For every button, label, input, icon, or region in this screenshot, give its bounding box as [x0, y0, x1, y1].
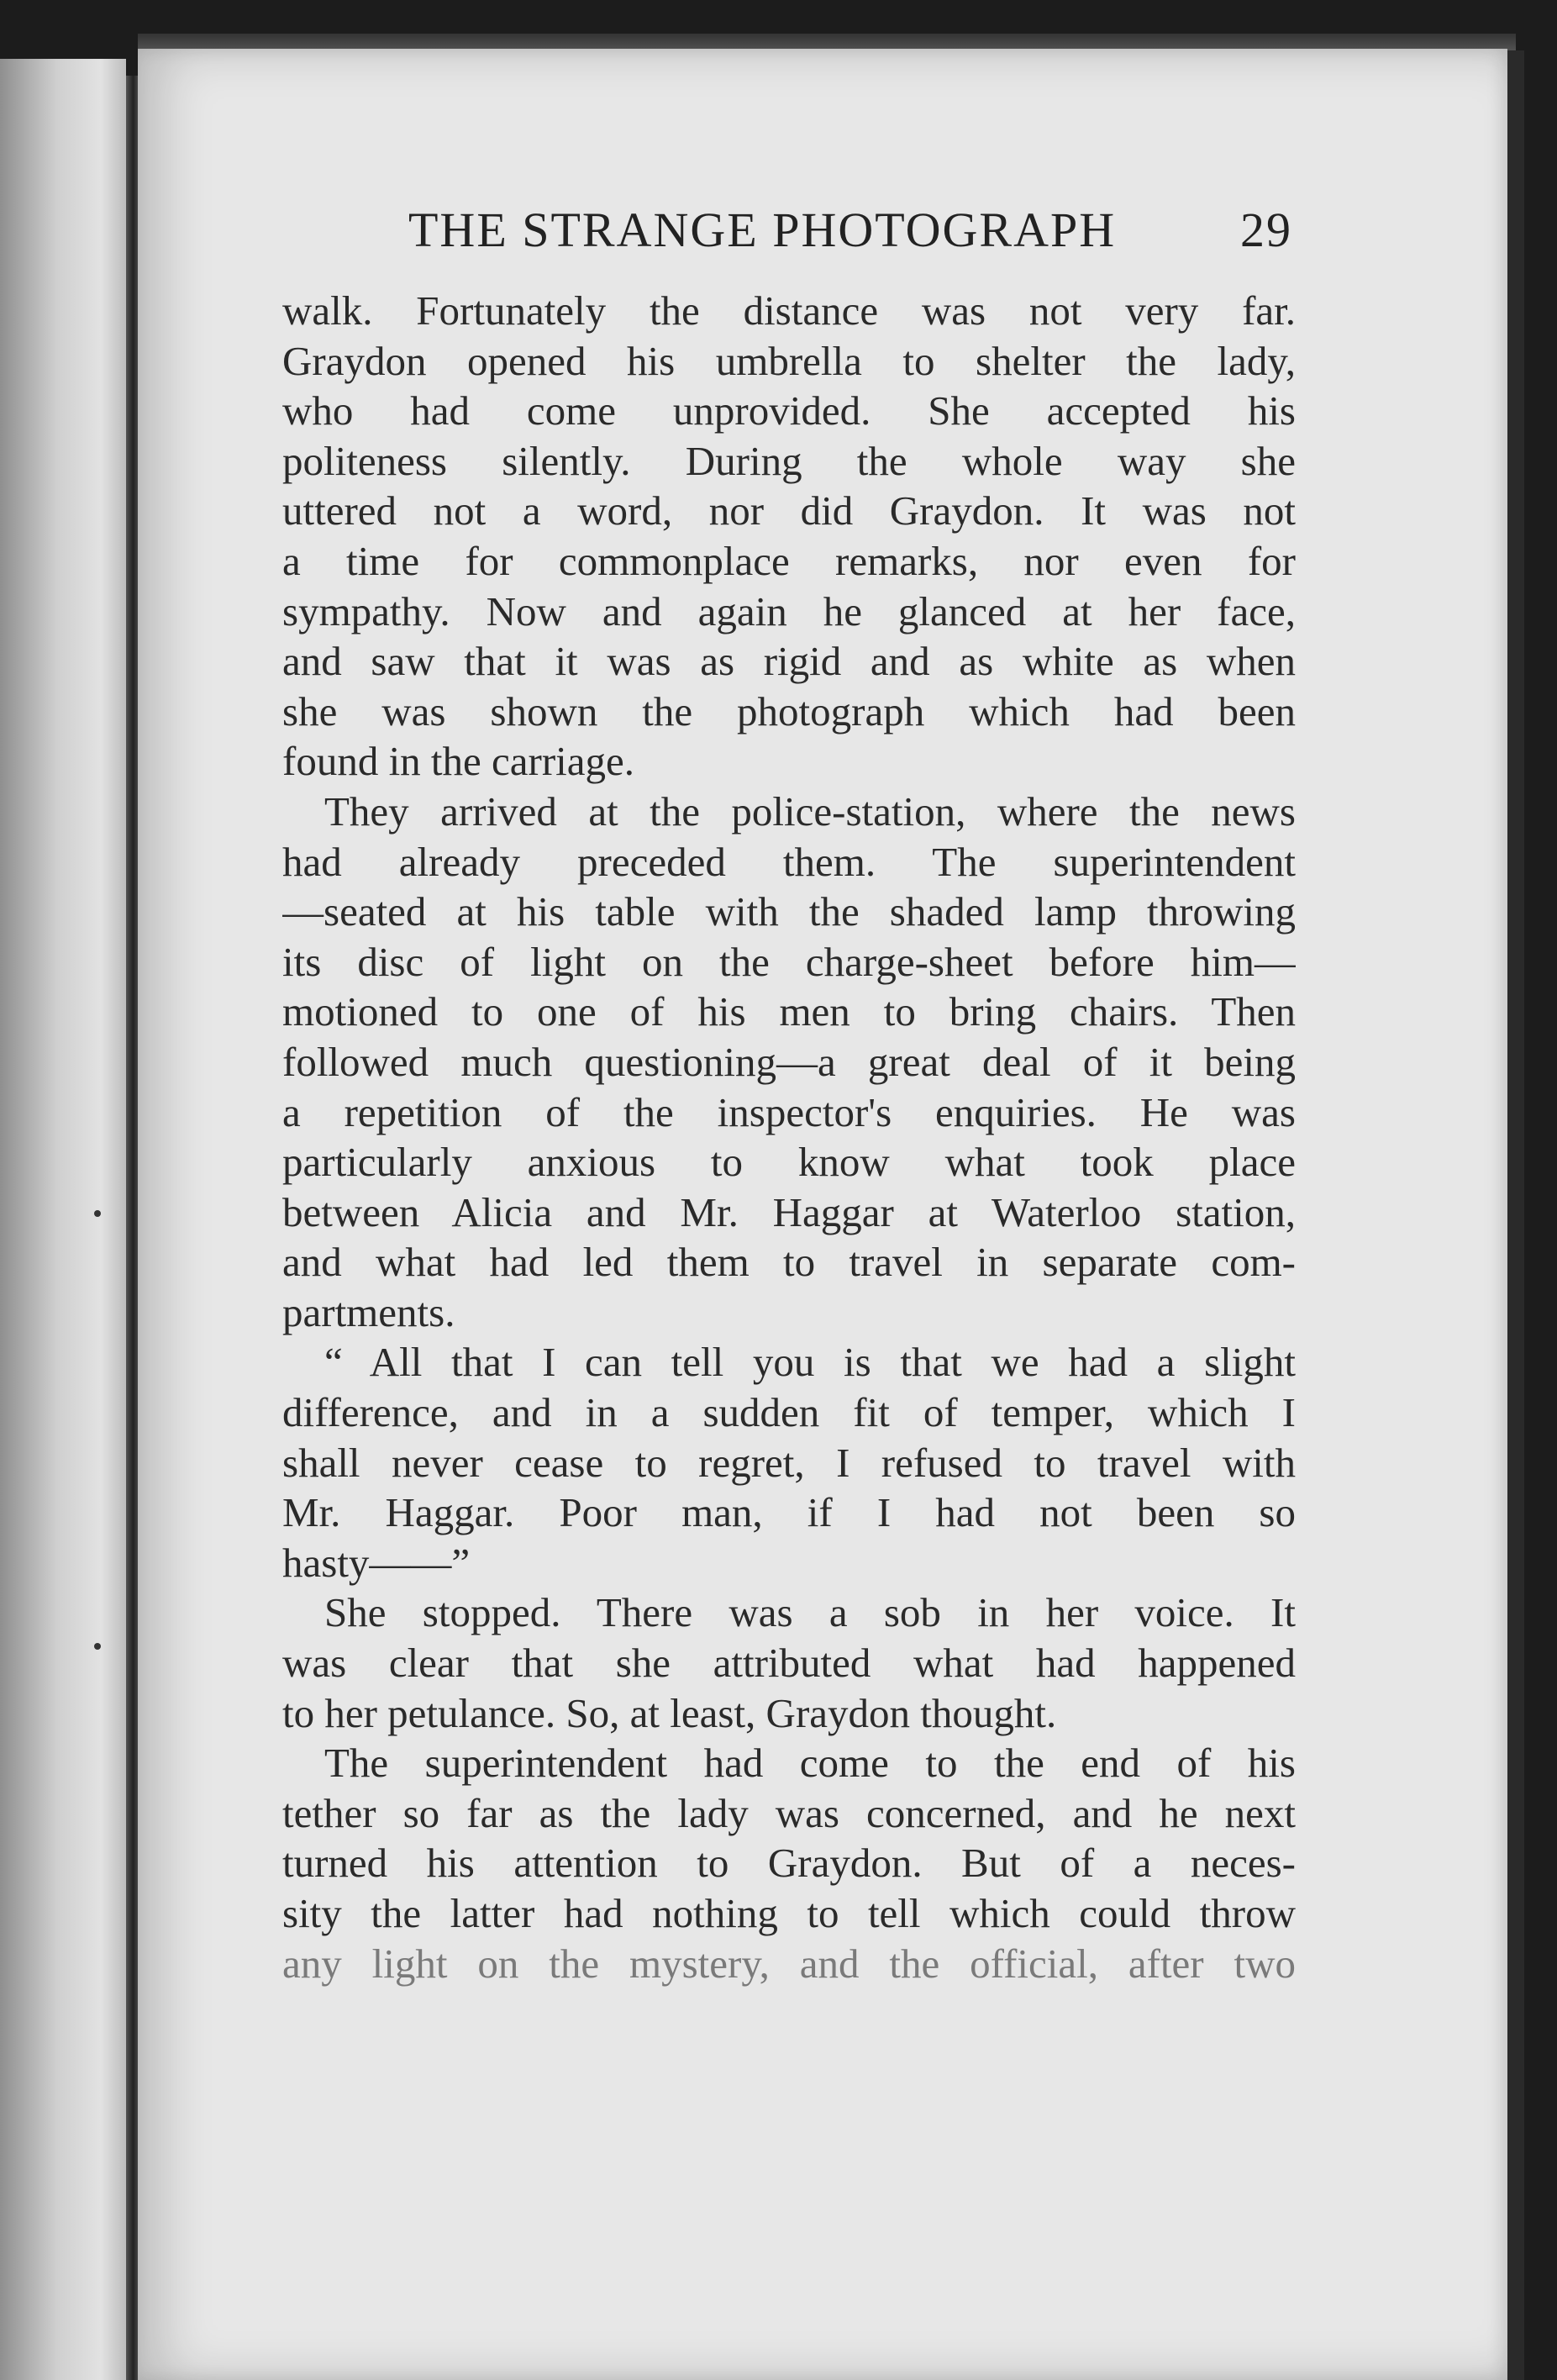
text-line: had already preceded them. The superintendent	[282, 838, 1296, 885]
text-line: motioned to one of his men to bring chairs. Then	[282, 988, 1296, 1035]
text-line: between Alicia and Mr. Haggar at Waterloo station,	[282, 1188, 1296, 1235]
page-number: 29	[1240, 203, 1292, 257]
text-line: difference, and in a sudden fit of temper, which I	[282, 1389, 1296, 1436]
page-right-edge	[1507, 50, 1524, 2380]
text-line: a repetition of the inspector's enquiries. He was	[282, 1088, 1296, 1135]
text-line: she was shown the photograph which had been	[282, 687, 1296, 735]
text-line: sity the latter had nothing to tell which could throw	[282, 1890, 1296, 1936]
text-line: a time for commonplace remarks, nor even for	[282, 537, 1296, 584]
text-line: and what had led them to travel in separate com-	[282, 1239, 1296, 1286]
text-line: partments.	[282, 1288, 455, 1335]
text-line: Mr. Haggar. Poor man, if I had not been so	[282, 1489, 1296, 1536]
body-text	[282, 286, 1296, 1988]
text-line: followed much questioning—a great deal of it being	[282, 1038, 1296, 1085]
text-line: to her petulance. So, at least, Graydon thought.	[282, 1689, 1057, 1736]
text-line: found in the carriage.	[282, 738, 635, 785]
text-line: any light on the mystery, and the official, after two	[282, 1940, 1296, 1987]
text-line: Graydon opened his umbrella to shelter the lady,	[282, 337, 1296, 384]
text-line: She stopped. There was a sob in her voice. It	[324, 1589, 1296, 1636]
binding-mark	[94, 1643, 101, 1650]
text-line: walk. Fortunately the distance was not very far.	[282, 287, 1296, 334]
text-line: politeness silently. During the whole way she	[282, 437, 1296, 484]
text-line: who had come unprovided. She accepted his	[282, 387, 1296, 434]
text-line: The superintendent had come to the end of his	[324, 1740, 1296, 1787]
text-line: uttered not a word, nor did Graydon. It was not	[282, 487, 1296, 534]
book-gutter	[126, 76, 138, 2380]
text-line: “ All that I can tell you is that we had a slight	[324, 1339, 1296, 1386]
text-line: They arrived at the police-station, where the news	[324, 787, 1296, 835]
text-line: shall never cease to regret, I refused to travel with	[282, 1439, 1296, 1486]
book-spine	[0, 59, 126, 2380]
running-title: THE STRANGE PHOTOGRAPH	[408, 203, 1117, 257]
text-line: particularly anxious to know what took place	[282, 1139, 1296, 1186]
running-header	[267, 202, 1292, 261]
text-line: tether so far as the lady was concerned, and he next	[282, 1789, 1296, 1836]
text-line: and saw that it was as rigid and as white as when	[282, 638, 1296, 685]
text-line: its disc of light on the charge-sheet before him—	[282, 938, 1296, 985]
text-line: hasty——”	[282, 1539, 471, 1586]
text-line: turned his attention to Graydon. But of a neces-	[282, 1840, 1296, 1887]
binding-mark	[94, 1210, 101, 1217]
text-line: was clear that she attributed what had happened	[282, 1640, 1296, 1687]
text-line: —seated at his table with the shaded lamp throwing	[282, 888, 1296, 935]
text-line: sympathy. Now and again he glanced at her face,	[282, 587, 1296, 634]
